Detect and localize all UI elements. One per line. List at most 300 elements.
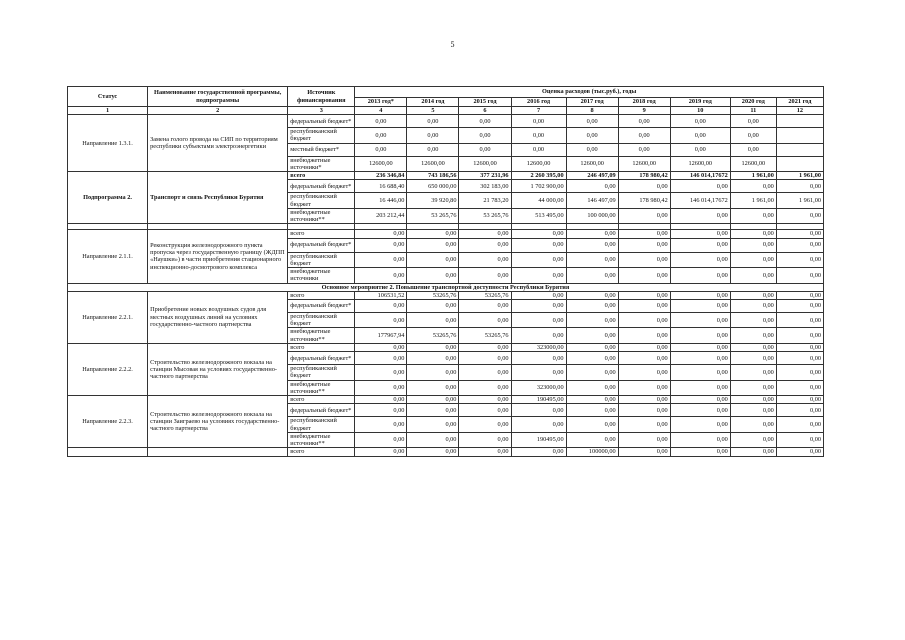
year-header: 2016 год [511,98,566,107]
value-cell: 0,00 [407,404,459,417]
value-cell: 1 961,00 [776,172,823,180]
value-cell: 0,00 [776,291,823,299]
value-cell: 0,00 [730,252,776,267]
value-cell: 0,00 [459,343,511,351]
value-cell: 0,00 [407,143,459,156]
value-cell: 0,00 [776,365,823,380]
value-cell: 0,00 [670,312,730,327]
value-cell: 0,00 [511,312,566,327]
value-cell: 246 497,09 [566,172,618,180]
value-cell: 0,00 [511,328,566,343]
row-source: всего [288,172,355,180]
value-cell: 0,00 [355,115,407,128]
value-cell: 190495,00 [511,396,566,404]
value-cell: 12600,00 [618,156,670,171]
value-cell: 0,00 [566,417,618,432]
value-cell: 0,00 [670,448,730,456]
column-number: 8 [566,107,618,115]
value-cell: 0,00 [776,404,823,417]
value-cell: 0,00 [355,312,407,327]
value-cell: 0,00 [459,312,511,327]
value-cell: 0,00 [670,352,730,365]
row-source: всего [288,343,355,351]
value-cell: 0,00 [776,396,823,404]
value-cell: 0,00 [730,417,776,432]
value-cell: 146 014,17672 [670,172,730,180]
row-status: Подпрограмма 2. [68,172,148,224]
value-cell [776,128,823,143]
value-cell: 0,00 [459,417,511,432]
value-cell: 203 212,44 [355,208,407,223]
value-cell: 0,00 [618,365,670,380]
value-cell: 0,00 [407,396,459,404]
value-cell: 0,00 [459,252,511,267]
table-row [68,291,824,299]
value-cell: 0,00 [618,238,670,252]
column-number: 3 [288,107,355,115]
value-cell: 0,00 [566,268,618,283]
value-cell: 0,00 [730,208,776,223]
value-cell: 0,00 [730,291,776,299]
row-status: Направление 2.2.2. [68,343,148,395]
value-cell: 0,00 [670,380,730,395]
value-cell: 0,00 [618,396,670,404]
row-name [148,448,288,456]
value-cell: 1 961,00 [776,193,823,208]
value-cell: 0,00 [776,252,823,267]
value-cell: 44 000,00 [511,193,566,208]
value-cell: 0,00 [407,299,459,312]
value-cell: 0,00 [355,128,407,143]
value-cell: 0,00 [776,208,823,223]
value-cell: 0,00 [566,380,618,395]
value-cell: 0,00 [459,396,511,404]
table-row [68,115,824,128]
value-cell: 100 000,00 [566,208,618,223]
value-cell: 0,00 [511,365,566,380]
row-source: федеральный бюджет* [288,352,355,365]
column-number: 10 [670,107,730,115]
value-cell: 0,00 [566,128,618,143]
year-header: 2021 год [776,98,823,107]
row-name: Приобретение новых воздушных судов для местных воздушных линий на условиях государственно-частного партнерства [148,291,288,343]
value-cell: 0,00 [407,115,459,128]
value-cell: 0,00 [407,252,459,267]
header-status: Статус [68,87,148,107]
value-cell: 1 961,00 [730,172,776,180]
value-cell: 0,00 [670,291,730,299]
value-cell: 0,00 [355,268,407,283]
row-status: Направление 2.2.1. [68,291,148,343]
value-cell: 0,00 [670,143,730,156]
value-cell: 0,00 [776,299,823,312]
value-cell: 0,00 [618,115,670,128]
value-cell: 0,00 [670,365,730,380]
value-cell: 0,00 [618,180,670,193]
table-body [68,115,824,456]
row-source: всего [288,230,355,238]
year-header: 2020 год [730,98,776,107]
value-cell: 0,00 [618,380,670,395]
value-cell: 0,00 [407,417,459,432]
value-cell: 0,00 [355,380,407,395]
value-cell: 0,00 [459,380,511,395]
value-cell: 0,00 [511,299,566,312]
value-cell: 0,00 [459,128,511,143]
value-cell: 0,00 [730,268,776,283]
value-cell: 323000,00 [511,343,566,351]
value-cell: 0,00 [730,115,776,128]
year-header: 2017 год [566,98,618,107]
header-name: Наименование государственной программы, подпрограммы [148,87,288,107]
value-cell: 0,00 [566,299,618,312]
value-cell: 12600,00 [566,156,618,171]
value-cell: 0,00 [670,230,730,238]
value-cell: 0,00 [670,299,730,312]
row-status: Направление 2.1.1. [68,230,148,283]
value-cell: 12600,00 [511,156,566,171]
page-number: 5 [450,40,455,49]
value-cell: 146 014,17672 [670,193,730,208]
row-source: внебюджетные источники [288,268,355,283]
value-cell: 0,00 [730,238,776,252]
year-header: 2015 год [459,98,511,107]
value-cell: 0,00 [459,268,511,283]
value-cell: 0,00 [459,115,511,128]
value-cell: 0,00 [618,128,670,143]
value-cell: 0,00 [511,291,566,299]
value-cell: 39 920,80 [407,193,459,208]
value-cell: 106531,52 [355,291,407,299]
value-cell: 0,00 [618,291,670,299]
value-cell: 0,00 [459,404,511,417]
value-cell: 12600,00 [670,156,730,171]
value-cell: 0,00 [459,448,511,456]
value-cell: 0,00 [776,380,823,395]
year-header: 2013 год* [355,98,407,107]
value-cell: 0,00 [407,343,459,351]
value-cell: 0,00 [511,404,566,417]
value-cell: 0,00 [776,448,823,456]
value-cell: 53265,76 [407,291,459,299]
value-cell: 0,00 [566,238,618,252]
row-name: Строительство железнодорожного вокзала на станции Заиграево на условиях государственно-частного партнерства [148,396,288,448]
value-cell: 0,00 [407,365,459,380]
value-cell: 0,00 [730,380,776,395]
value-cell: 0,00 [566,328,618,343]
row-name: Замена голого провода на СИП по территориям республики субъектами электроэнергетики [148,115,288,172]
value-cell [776,143,823,156]
table-row [68,343,824,351]
value-cell: 0,00 [459,352,511,365]
value-cell: 0,00 [670,115,730,128]
value-cell: 21 783,20 [459,193,511,208]
value-cell: 0,00 [511,268,566,283]
value-cell: 0,00 [730,343,776,351]
value-cell: 0,00 [776,180,823,193]
value-cell: 0,00 [511,128,566,143]
value-cell: 0,00 [407,432,459,447]
row-source: местный бюджет* [288,143,355,156]
year-header: 2018 год [618,98,670,107]
row-source: республиканский бюджет [288,365,355,380]
value-cell: 0,00 [730,432,776,447]
value-cell: 0,00 [730,299,776,312]
value-cell: 0,00 [776,343,823,351]
value-cell: 0,00 [511,115,566,128]
value-cell: 12600,00 [355,156,407,171]
value-cell: 0,00 [407,380,459,395]
row-source: федеральный бюджет* [288,115,355,128]
row-source: внебюджетные источники** [288,328,355,343]
row-status: Направление 2.2.3. [68,396,148,448]
value-cell: 0,00 [355,299,407,312]
value-cell: 0,00 [730,404,776,417]
value-cell: 0,00 [618,343,670,351]
expenditure-table [67,86,824,457]
value-cell: 146 497,09 [566,193,618,208]
value-cell: 178 980,42 [618,193,670,208]
value-cell: 0,00 [730,396,776,404]
value-cell: 0,00 [670,343,730,351]
value-cell: 0,00 [670,128,730,143]
column-number-row [68,107,824,115]
row-source: республиканский бюджет [288,417,355,432]
row-source: федеральный бюджет* [288,299,355,312]
row-source: республиканский бюджет [288,312,355,327]
value-cell: 0,00 [459,299,511,312]
value-cell: 12600,00 [459,156,511,171]
value-cell: 2 260 395,00 [511,172,566,180]
value-cell: 0,00 [511,238,566,252]
row-source: республиканский бюджет [288,252,355,267]
value-cell: 0,00 [670,238,730,252]
value-cell: 0,00 [618,268,670,283]
value-cell: 0,00 [355,230,407,238]
value-cell: 0,00 [511,143,566,156]
column-number: 12 [776,107,823,115]
table-row [68,230,824,238]
column-number: 9 [618,107,670,115]
value-cell: 178 980,42 [618,172,670,180]
value-cell: 0,00 [407,268,459,283]
column-number: 7 [511,107,566,115]
value-cell: 53 265,76 [407,208,459,223]
value-cell: 0,00 [355,396,407,404]
value-cell: 0,00 [618,404,670,417]
value-cell: 0,00 [459,230,511,238]
value-cell: 12600,00 [407,156,459,171]
value-cell: 0,00 [511,448,566,456]
column-number: 1 [68,107,148,115]
value-cell: 0,00 [355,343,407,351]
header-estimate: Оценка расходов (тыс.руб.), годы [355,87,824,98]
table-row [68,396,824,404]
value-cell: 0,00 [670,328,730,343]
value-cell: 0,00 [407,448,459,456]
value-cell: 16 688,40 [355,180,407,193]
value-cell: 0,00 [566,252,618,267]
value-cell: 0,00 [776,417,823,432]
column-number: 11 [730,107,776,115]
value-cell: 0,00 [776,328,823,343]
value-cell: 0,00 [355,238,407,252]
value-cell: 0,00 [618,352,670,365]
value-cell: 0,00 [355,404,407,417]
value-cell: 0,00 [566,432,618,447]
value-cell: 0,00 [776,268,823,283]
value-cell [776,115,823,128]
year-header: 2019 год [670,98,730,107]
value-cell: 53265,76 [407,328,459,343]
value-cell: 0,00 [618,299,670,312]
value-cell: 0,00 [511,252,566,267]
value-cell: 0,00 [670,208,730,223]
value-cell: 0,00 [776,230,823,238]
value-cell: 377 231,96 [459,172,511,180]
row-source: внебюджетные источники* [288,156,355,171]
table-row [68,448,824,456]
value-cell: 190495,00 [511,432,566,447]
row-source: федеральный бюджет* [288,404,355,417]
value-cell: 0,00 [618,208,670,223]
value-cell: 0,00 [670,396,730,404]
value-cell: 0,00 [566,365,618,380]
value-cell: 0,00 [355,365,407,380]
value-cell: 100000,00 [566,448,618,456]
value-cell: 0,00 [566,143,618,156]
value-cell: 0,00 [355,252,407,267]
row-source: всего [288,291,355,299]
value-cell: 0,00 [355,417,407,432]
value-cell: 0,00 [730,230,776,238]
value-cell: 0,00 [730,365,776,380]
value-cell: 1 961,00 [730,193,776,208]
row-source: республиканский бюджет [288,193,355,208]
row-source: республиканский бюджет [288,128,355,143]
value-cell: 0,00 [355,143,407,156]
value-cell: 0,00 [566,180,618,193]
value-cell: 0,00 [776,238,823,252]
value-cell: 0,00 [566,291,618,299]
value-cell: 0,00 [511,417,566,432]
value-cell: 0,00 [730,143,776,156]
value-cell: 0,00 [566,343,618,351]
column-number: 4 [355,107,407,115]
section-row [68,283,824,291]
value-cell: 0,00 [670,252,730,267]
value-cell: 0,00 [618,328,670,343]
value-cell [776,156,823,171]
row-name: Транспорт и связь Республики Бурятия [148,172,288,224]
value-cell: 0,00 [355,352,407,365]
row-source: всего [288,396,355,404]
value-cell: 0,00 [355,432,407,447]
value-cell: 0,00 [618,230,670,238]
row-source: федеральный бюджет* [288,180,355,193]
value-cell: 513 495,00 [511,208,566,223]
column-number: 6 [459,107,511,115]
value-cell: 0,00 [566,312,618,327]
value-cell: 0,00 [407,352,459,365]
value-cell: 0,00 [670,404,730,417]
value-cell: 16 446,00 [355,193,407,208]
column-number: 2 [148,107,288,115]
row-source: внебюджетные источники** [288,380,355,395]
value-cell: 0,00 [776,432,823,447]
value-cell: 0,00 [566,404,618,417]
row-source: федеральный бюджет* [288,238,355,252]
row-status: Направление 1.3.1. [68,115,148,172]
value-cell: 0,00 [355,448,407,456]
value-cell: 12600,00 [730,156,776,171]
value-cell: 0,00 [730,352,776,365]
value-cell: 0,00 [618,312,670,327]
value-cell: 0,00 [776,352,823,365]
value-cell: 0,00 [407,312,459,327]
column-number: 5 [407,107,459,115]
value-cell: 0,00 [670,180,730,193]
row-source: всего [288,448,355,456]
value-cell: 0,00 [566,352,618,365]
value-cell: 0,00 [730,180,776,193]
value-cell: 0,00 [730,448,776,456]
value-cell: 650 000,00 [407,180,459,193]
value-cell: 0,00 [618,417,670,432]
value-cell: 0,00 [459,143,511,156]
value-cell: 0,00 [670,432,730,447]
value-cell: 0,00 [459,365,511,380]
table-row [68,172,824,180]
value-cell: 0,00 [459,432,511,447]
value-cell: 0,00 [566,396,618,404]
value-cell: 743 186,56 [407,172,459,180]
row-name: Строительство железнодорожного вокзала на станции Мысовая на условиях государственно-частного партнерства [148,343,288,395]
value-cell: 1 702 900,00 [511,180,566,193]
value-cell: 0,00 [730,328,776,343]
value-cell: 0,00 [459,238,511,252]
value-cell: 0,00 [670,268,730,283]
value-cell: 53 265,76 [459,208,511,223]
value-cell: 53265,76 [459,328,511,343]
header-source: Источник финансирования [288,87,355,107]
value-cell: 0,00 [407,230,459,238]
value-cell: 0,00 [566,115,618,128]
row-source: внебюджетные источники** [288,208,355,223]
value-cell: 0,00 [618,143,670,156]
value-cell: 0,00 [511,230,566,238]
value-cell: 0,00 [730,128,776,143]
value-cell: 0,00 [407,128,459,143]
row-status [68,448,148,456]
row-source: внебюджетные источники** [288,432,355,447]
value-cell: 0,00 [618,432,670,447]
value-cell: 0,00 [670,417,730,432]
value-cell: 53265,76 [459,291,511,299]
value-cell: 302 183,00 [459,180,511,193]
value-cell: 0,00 [618,448,670,456]
value-cell: 0,00 [407,238,459,252]
value-cell: 0,00 [511,352,566,365]
value-cell: 0,00 [776,312,823,327]
row-name: Реконструкция железнодорожного пункта пропуска через государственную границу (ЖДПП «Наушки») в части приобретения стационарного инспекционно-досмотрового комплекса [148,230,288,283]
value-cell: 177967,94 [355,328,407,343]
value-cell: 236 346,84 [355,172,407,180]
value-cell: 323000,00 [511,380,566,395]
section-title: Основное мероприятие 2. Повышение транспортной доступности Республики Бурятия [68,283,824,291]
value-cell: 0,00 [618,252,670,267]
value-cell: 0,00 [566,230,618,238]
